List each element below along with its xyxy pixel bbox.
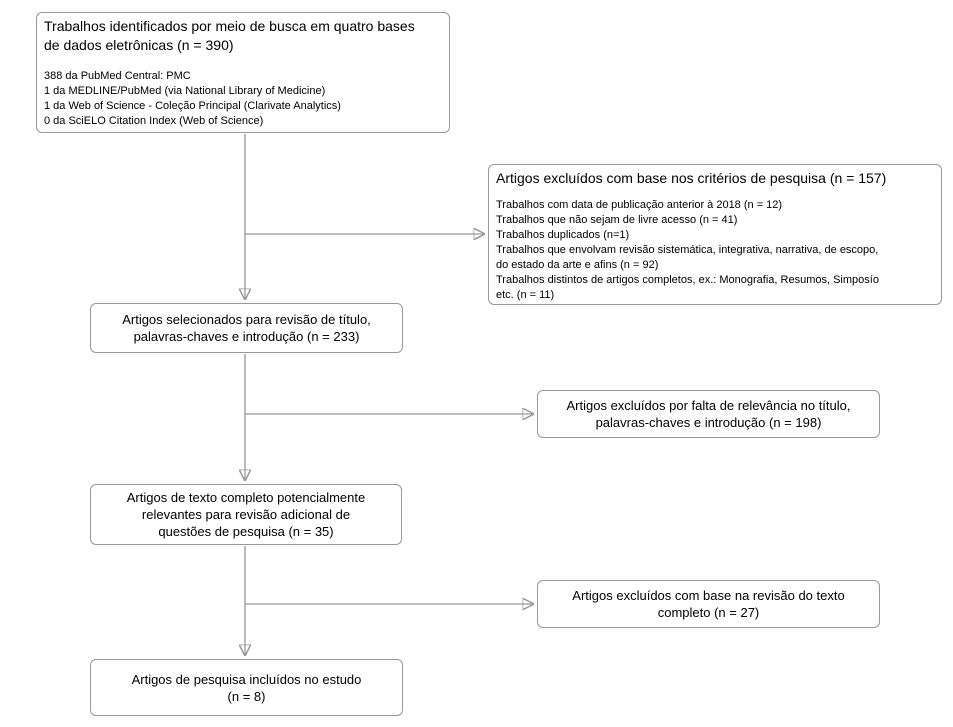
box-title-line: Trabalhos identificados por meio de busca em quatro bases [44, 18, 415, 34]
box-text-line: relevantes para revisão adicional de [141, 507, 351, 522]
box-excluded-relevance [537, 390, 880, 438]
box-text-line: completo (n = 27) [657, 605, 760, 620]
box-text-line: Artigos de texto completo potencialmente [126, 490, 366, 505]
box-detail-line: etc. (n = 11) [496, 289, 555, 301]
box-detail-line: 1 da Web of Science - Coleção Principal (Clarivate Analytics) [44, 100, 341, 112]
box-detail-line: Trabalhos duplicados (n=1) [496, 229, 630, 241]
box-detail-line: 0 da SciELO Citation Index (Web of Science) [44, 115, 264, 127]
box-text-line: Artigos de pesquisa incluídos no estudo [131, 671, 362, 687]
box-title-line: de dados eletrônicas (n = 390) [44, 37, 234, 53]
box-detail-line: Trabalhos distintos de artigos completos, ex.: Monografia, Resumos, Simposío [496, 274, 879, 286]
box-text-line: palavras-chaves e introdução (n = 198) [595, 415, 822, 430]
box-title-line: Artigos excluídos com base nos critérios de pesquisa (n = 157) [496, 170, 887, 186]
box-detail-line: Trabalhos que não sejam de livre acesso (n = 41) [496, 214, 738, 226]
spacer [44, 55, 442, 69]
spacer [496, 188, 934, 198]
box-text-line: Artigos excluídos por falta de relevância no título, [566, 398, 851, 413]
box-text-line: (n = 8) [227, 688, 266, 704]
box-fulltext-candidates [90, 484, 402, 545]
box-included-studies [90, 659, 403, 716]
box-text-line: Artigos selecionados para revisão de título, [122, 312, 371, 327]
box-excluded-search-criteria [488, 164, 942, 305]
box-identified-records [36, 12, 450, 133]
box-detail-line: do estado da arte e afins (n = 92) [496, 259, 659, 271]
box-text-line: palavras-chaves e introdução (n = 233) [133, 329, 360, 344]
box-detail-line: Trabalhos com data de publicação anterior à 2018 (n = 12) [496, 199, 783, 211]
box-detail-line: 1 da MEDLINE/PubMed (via National Library of Medicine) [44, 85, 326, 97]
box-text-line: Artigos excluídos com base na revisão do texto [572, 588, 845, 603]
box-selected-title-review [90, 303, 403, 353]
box-detail-line: Trabalhos que envolvam revisão sistemática, integrativa, narrativa, de escopo, [496, 244, 879, 256]
box-text-line: questões de pesquisa (n = 35) [158, 524, 334, 539]
box-excluded-fulltext-review [537, 580, 880, 628]
box-detail-line: 388 da PubMed Central: PMC [44, 70, 191, 82]
